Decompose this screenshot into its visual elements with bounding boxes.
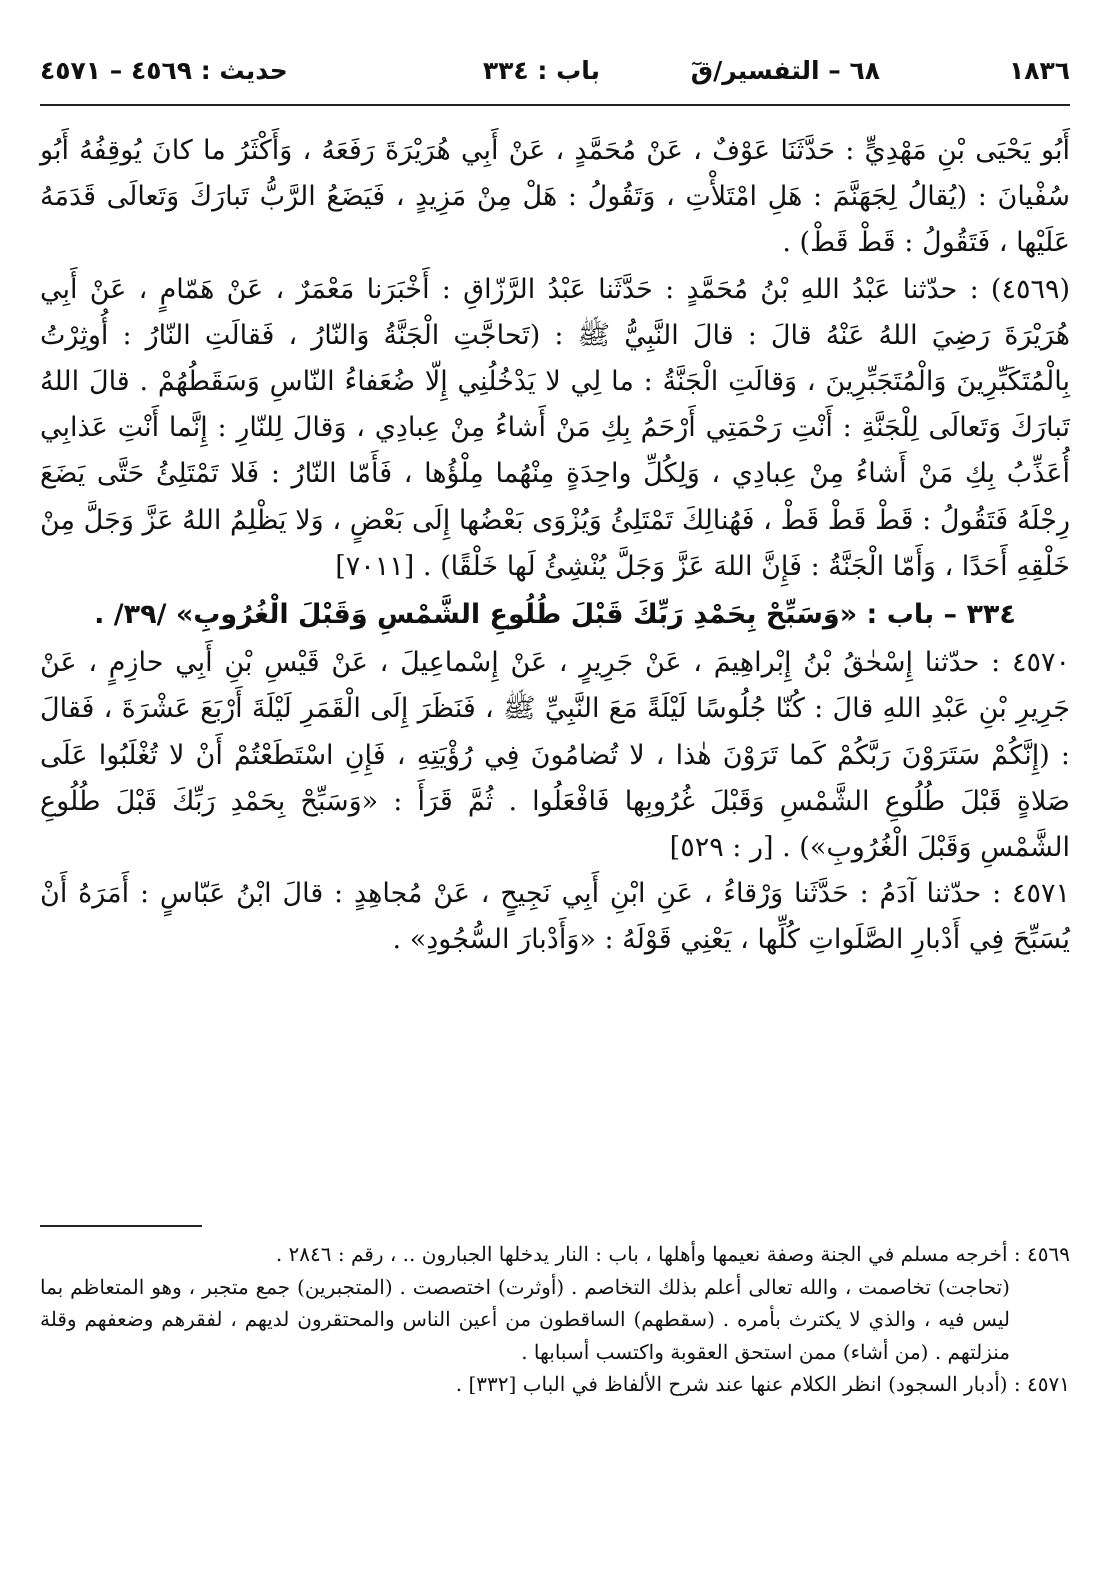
footnote-4569-glossary: (تحاجت) تخاصمت ، والله تعالى أعلم بذلك التخاصم . (أوثرت) اختصصت . (المتجبرين) جمع متجبر ، وهو المتعاظم بما ليس فيه ، والذي لا يكترث بأمره . (سقطهم) الساقطون من أعين الناس والمحتقرون لديهم ، لفقرهم وضعفهم وقلة منزلتهم . (من أشاء) ممن استحق العقوبة واكتسب أسبابها . — [40, 1274, 1010, 1364]
paragraph-hadith-4571: ٤٥٧١ : حدّثنا آدَمُ : حَدَّثَنا وَرْقاءُ ، عَنِ ابْنِ أَبِي نَجِيحٍ ، عَنْ مُجاهِدٍ : قالَ ابْنُ عَبّاسٍ : أَمَرَهُ أَنْ يُسَبِّحَ فِي أَدْبارِ الصَّلَواتِ كُلِّها ، يَعْنِي قَوْلَهُ : «وَأَدْبارَ السُّجُودِ» . — [40, 878, 1070, 956]
paragraph-hadith-4570: ٤٥٧٠ : حدّثنا إِسْحٰقُ بْنُ إِبْراهِيمَ ، عَنْ جَرِيرٍ ، عَنْ إِسْماعِيلَ ، عَنْ قَيْسِ بْنِ أَبِي حازِمٍ ، عَنْ جَرِيرِ بْنِ عَبْدِ اللهِ قالَ : كُنّا جُلُوسًا لَيْلَةً مَعَ النَّبِيِّ ﷺ ، فَنَظَرَ إِلَى الْقَمَرِ لَيْلَةَ أَرْبَعَ عَشْرَةَ ، فَقالَ : (إِنَّكُمْ سَتَرَوْنَ رَبَّكُمْ كَما تَرَوْنَ هٰذا ، لا تُضامُونَ فِي رُؤْيَتِهِ ، فَإِنِ اسْتَطَعْتُمْ أَنْ لا تُغْلَبُوا عَلَى صَلاةٍ قَبْلَ طُلُوعِ الشَّمْسِ وَقَبْلَ غُرُوبِها فَافْعَلُوا . ثُمَّ قَرَأَ : «وَسَبِّحْ بِحَمْدِ رَبِّكَ قَبْلَ طُلُوعِ الشَّمْسِ وَقَبْلَ الْغُرُوبِ») . [ر : ٥٢٩] — [40, 647, 1070, 864]
header-divider — [40, 104, 1070, 106]
paragraph-continuation: أَبُو يَحْيَى بْنِ مَهْدِيٍّ : حَدَّثَنَا عَوْفٌ ، عَنْ مُحَمَّدٍ ، عَنْ أَبِي هُرَيْرَةَ رَفَعَهُ ، وَأَكْثَرُ ما كانَ يُوقِفُهُ أَبُو سُفْيانَ : (يُقالُ لِجَهَنَّمَ : هَلِ امْتَلأْتِ ، وَتَقُولُ : هَلْ مِنْ مَزِيدٍ ، فَيَضَعُ الرَّبُّ تَبارَكَ وَتَعالَى قَدَمَهُ عَلَيْها ، فَتَقُولُ : قَطْ قَطْ) . — [40, 135, 1070, 259]
footnote-divider — [40, 1225, 202, 1227]
paragraph-hadith-4569: (٤٥٦٩) : حدّثنا عَبْدُ اللهِ بْنُ مُحَمَّدٍ : حَدَّثَنا عَبْدُ الرَّزّاقِ : أَخْبَرَنا مَعْمَرٌ ، عَنْ هَمّامٍ ، عَنْ أَبِي هُرَيْرَةَ رَضِيَ اللهُ عَنْهُ قالَ : قالَ النَّبِيُّ ﷺ : (تَحاجَّتِ الْجَنَّةُ وَالنّارُ ، فَقالَتِ النّارُ : أُوثِرْتُ بِالْمُتَكَبِّرِينَ وَالْمُتَجَبِّرِينَ ، وَقالَتِ الْجَنَّةُ : ما لِي لا يَدْخُلُنِي إِلّا ضُعَفاءُ النّاسِ وَسَقَطُهُمْ . قالَ اللهُ تَبارَكَ وَتَعالَى لِلْجَنَّةِ : أَنْتِ رَحْمَتِي أَرْحَمُ بِكِ مَنْ أَشاءُ مِنْ عِبادِي ، وَقالَ لِلنّارِ : إِنَّما أَنْتِ عَذابِي أُعَذِّبُ بِكِ مَنْ أَشاءُ مِنْ عِبادِي ، وَلِكُلِّ واحِدَةٍ مِنْهُما مِلْؤُها ، فَأَمّا النّارُ : فَلا تَمْتَلِئُ حَتَّى يَضَعَ رِجْلَهُ فَتَقُولُ : قَطْ قَطْ قَطْ ، فَهُنالِكَ تَمْتَلِئُ وَيُزْوَى بَعْضُها إِلَى بَعْضٍ ، وَلا يَظْلِمُ اللهُ عَزَّ وَجَلَّ مِنْ خَلْقِهِ أَحَدًا ، وَأَمّا الْجَنَّةُ : فَإِنَّ اللهَ عَزَّ وَجَلَّ يُنْشِئُ لَها خَلْقًا) . [٧٠١١] — [40, 273, 1070, 582]
hadith-range: حديث : ٤٥٦٩ – ٤٥٧١ — [40, 56, 288, 85]
footnotes — [40, 1238, 1070, 1401]
main-text — [40, 128, 1070, 964]
book-page — [40, 40, 1070, 1549]
page-number: ١٨٣٦ — [1008, 56, 1070, 85]
chapter-title: ٦٨ – التفسير/قٓ — [690, 56, 880, 85]
bab-number: باب : ٣٣٤ — [482, 56, 600, 85]
footnote-4571: ٤٥٧١ : (أدبار السجود) انظر الكلام عنها عند شرح الألفاظ في الباب [٣٣٢] . — [455, 1372, 1070, 1396]
bab-heading: ٣٣٤ – باب : «وَسَبِّحْ بِحَمْدِ رَبِّكَ قَبْلَ طُلُوعِ الشَّمْسِ وَقَبْلَ الْغُرُوبِ» /٣٩/ . — [94, 599, 1016, 631]
footnote-4569-source: ٤٥٦٩ : أخرجه مسلم في الجنة وصفة نعيمها وأهلها ، باب : النار يدخلها الجبارون .. ، رقم : ٢٨٤٦ . — [275, 1242, 1070, 1266]
running-header — [40, 56, 1070, 96]
